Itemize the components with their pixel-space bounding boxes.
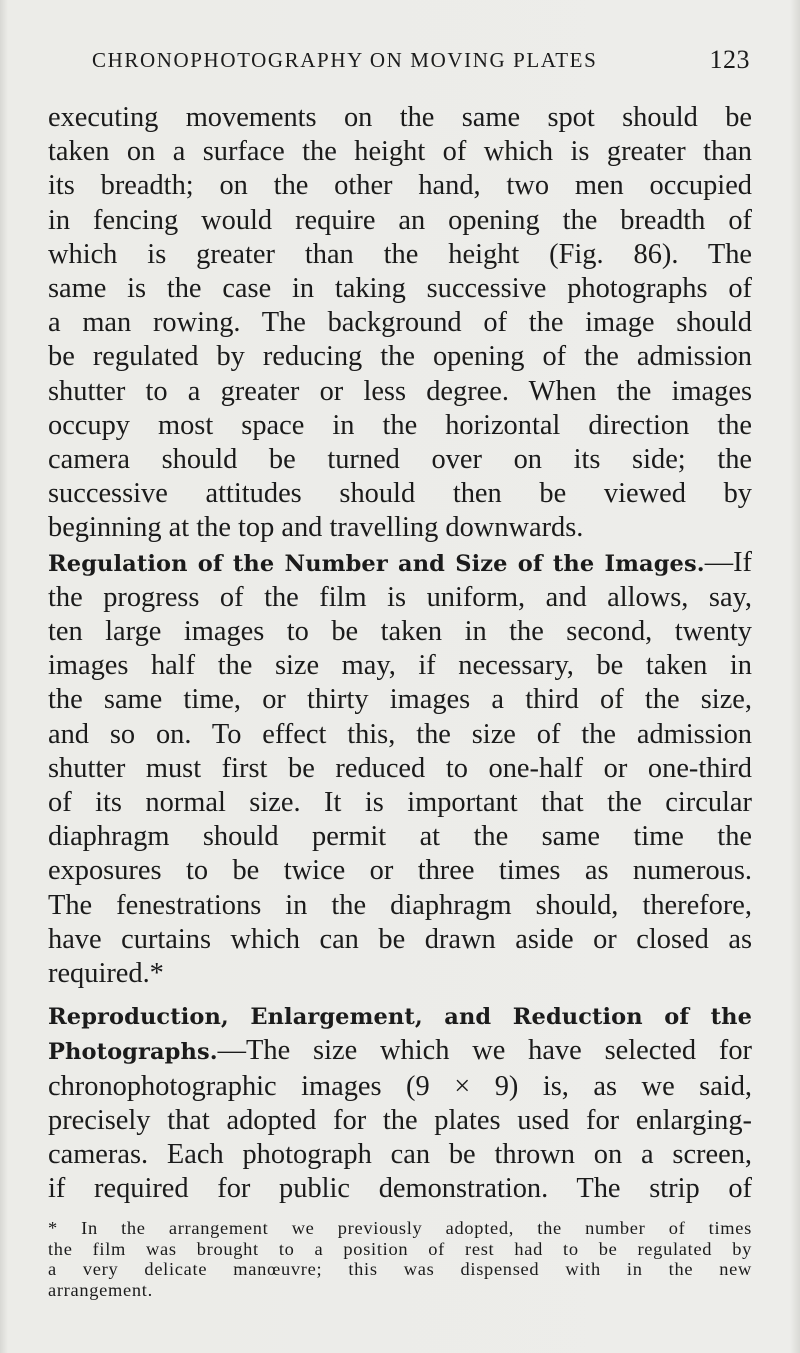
footnote-reference-line: required.* (48, 958, 164, 990)
paragraph-gap (48, 991, 752, 999)
text-line: and so on. To effect this, the size of the admission (48, 718, 752, 750)
footnote-line: arrangement. (48, 1279, 153, 1300)
paragraph-1 (48, 101, 752, 546)
paragraph-2 (48, 546, 752, 992)
section-heading-continued: Photographs. (48, 1039, 218, 1066)
text-line: the same time, or thirty images a third of the size, (48, 684, 752, 716)
paragraph-3 (48, 999, 752, 1206)
text-line: the progress of the film is uniform, and allows, say, (48, 581, 752, 613)
text-line: shutter must first be reduced to one-half or one-third (48, 752, 752, 784)
body-text (48, 101, 752, 1207)
heading-continuation: —If (704, 546, 752, 578)
section-heading-line (48, 999, 752, 1034)
text-line: diaphragm should permit at the same time the (48, 821, 752, 853)
section-heading: Regulation of the Number and Size of the Images. (48, 550, 705, 577)
footnote (48, 1218, 752, 1300)
text-line: beginning at the top and travelling downwards. (48, 512, 584, 544)
section-heading: Reproduction, Enlargement, and Reduction of the (48, 1004, 752, 1031)
text-line: precisely that adopted for the plates used for enlarging- (48, 1104, 752, 1136)
text-line: if required for public demonstration. The strip of (48, 1173, 752, 1205)
text-line: The fenestrations in the diaphragm should, therefore, (48, 889, 752, 921)
text-line: taken on a surface the height of which is greater than (48, 136, 752, 168)
footnote-line: the film was brought to a position of rest had to be regulated by (48, 1238, 752, 1259)
text-line: in fencing would require an opening the breadth of (48, 204, 752, 236)
text-line: be regulated by reducing the opening of the admission (48, 341, 752, 373)
section-heading-line (48, 1034, 752, 1069)
text-line: cameras. Each photograph can be thrown on a screen, (48, 1139, 752, 1171)
footnote-line: a very delicate manœuvre; this was dispensed with in the new (48, 1259, 752, 1280)
text-line: executing movements on the same spot should be (48, 102, 752, 133)
text-line: same is the case in taking successive photographs of (48, 273, 752, 305)
page-number: 123 (709, 45, 750, 74)
text-line: chronophotographic images (9 × 9) is, as we said, (48, 1070, 752, 1102)
text-line: which is greater than the height (Fig. 86). The (48, 238, 752, 270)
text-line: its breadth; on the other hand, two men occupied (48, 170, 752, 202)
text-line: a man rowing. The background of the image should (48, 307, 752, 339)
text-line: camera should be turned over on its side; the (48, 444, 752, 476)
footnote-line: * In the arrangement we previously adopted, the number of times (48, 1218, 752, 1238)
text-line: exposures to be twice or three times as numerous. (48, 855, 752, 887)
text-line: shutter to a greater or less degree. When the images (48, 375, 752, 407)
page-header (48, 40, 750, 80)
heading-continuation: —The size which we have selected for (217, 1035, 752, 1067)
text-line: successive attitudes should then be viewed by (48, 478, 752, 510)
text-line: have curtains which can be drawn aside or closed as (48, 923, 752, 955)
running-title: CHRONOPHOTOGRAPHY ON MOVING PLATES (92, 47, 598, 72)
text-line: occupy most space in the horizontal direction the (48, 409, 752, 441)
section-heading-line (48, 546, 752, 581)
text-line: ten large images to be taken in the second, twenty (48, 616, 752, 648)
text-line: images half the size may, if necessary, be taken in (48, 650, 752, 682)
text-line: of its normal size. It is important that the circular (48, 787, 752, 819)
